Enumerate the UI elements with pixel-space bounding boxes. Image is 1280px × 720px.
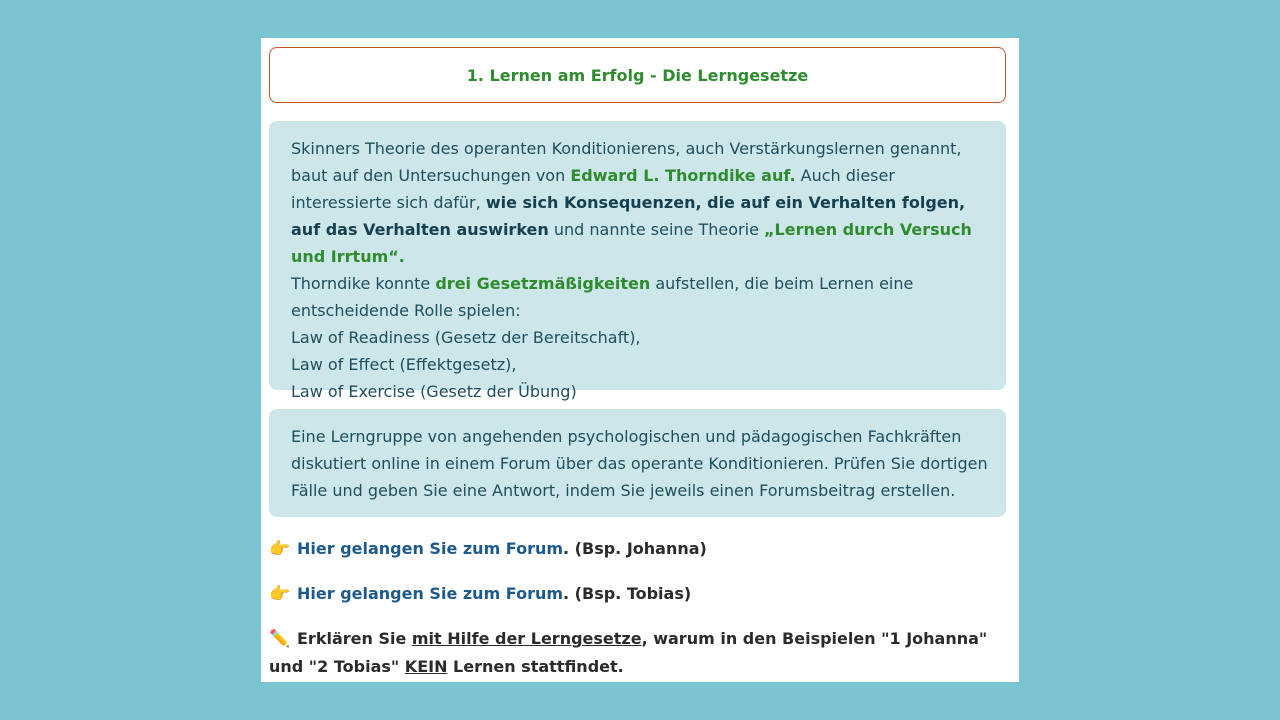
consequences-highlight: wie sich Konsequenzen, die auf ein Verhalten folgen, auf das Verhalten auswirken bbox=[291, 193, 966, 239]
forum-link-tobias[interactable]: Hier gelangen Sie zum Forum bbox=[297, 584, 564, 603]
theory-text-1: Skinners Theorie des operanten Konditionierens, auch Verstärkungslernen genannt, baut auf den Untersuchungen von bbox=[291, 139, 962, 185]
thorndike-highlight: Edward L. Thorndike auf. bbox=[570, 166, 796, 185]
forum-link-johanna-suffix: . (Bsp. Johanna) bbox=[563, 539, 707, 558]
theory-text-2: Auch dieser interessierte sich dafür, bbox=[291, 166, 895, 212]
trial-error-highlight: „Lernen durch Versuch und Irrtum“. bbox=[291, 220, 972, 266]
task-text-1: Erklären Sie bbox=[297, 629, 412, 648]
theory-paragraph bbox=[291, 139, 972, 266]
forum-link-tobias-suffix: . (Bsp. Tobias) bbox=[563, 584, 692, 603]
law-exercise: Law of Exercise (Gesetz der Übung) bbox=[291, 382, 577, 401]
laws-highlight: drei Gesetzmäßigkeiten bbox=[435, 274, 651, 293]
theory-info-box bbox=[269, 121, 1006, 401]
forum-link-row-tobias bbox=[269, 580, 1009, 608]
section-title: 1. Lernen am Erfolg - Die Lerngesetze bbox=[466, 65, 809, 85]
law-effect: Law of Effect (Effektgesetz), bbox=[291, 355, 517, 374]
laws-intro bbox=[291, 270, 988, 324]
task-description: Eine Lerngruppe von angehenden psychologischen und pädagogischen Fachkräften diskutiert online in einem Forum über das operante Konditionieren. Prüfen Sie dortigen Fälle und geben Sie eine Antwort, indem Sie jeweils einen Forumsbeitrag erstellen. bbox=[291, 427, 988, 500]
laws-text-2: aufstellen, die beim Lernen eine entscheidende Rolle spielen: bbox=[291, 274, 914, 320]
law-readiness: Law of Readiness (Gesetz der Bereitschaft), bbox=[291, 328, 641, 347]
theory-text-3: und nannte seine Theorie bbox=[548, 220, 764, 239]
section-title-box bbox=[269, 47, 1006, 103]
task-underline-1: mit Hilfe der Lerngesetze bbox=[411, 629, 642, 648]
pencil-icon: ✏️ bbox=[269, 629, 291, 649]
forum-link-row-johanna bbox=[269, 535, 1009, 563]
pointing-hand-icon: 👉 bbox=[269, 539, 291, 559]
laws-text-1: Thorndike konnte bbox=[291, 274, 436, 293]
task-instruction bbox=[269, 625, 1009, 680]
task-text-3: Lernen stattfindet. bbox=[447, 657, 624, 676]
content-page bbox=[261, 38, 1019, 682]
task-text-2: , warum in den Beispielen "1 Johanna" und "2 Tobias" bbox=[269, 629, 988, 676]
forum-link-johanna[interactable]: Hier gelangen Sie zum Forum bbox=[297, 539, 564, 558]
task-info-box bbox=[269, 409, 1006, 517]
pointing-hand-icon: 👉 bbox=[269, 584, 291, 604]
task-underline-kein: KEIN bbox=[404, 657, 448, 676]
